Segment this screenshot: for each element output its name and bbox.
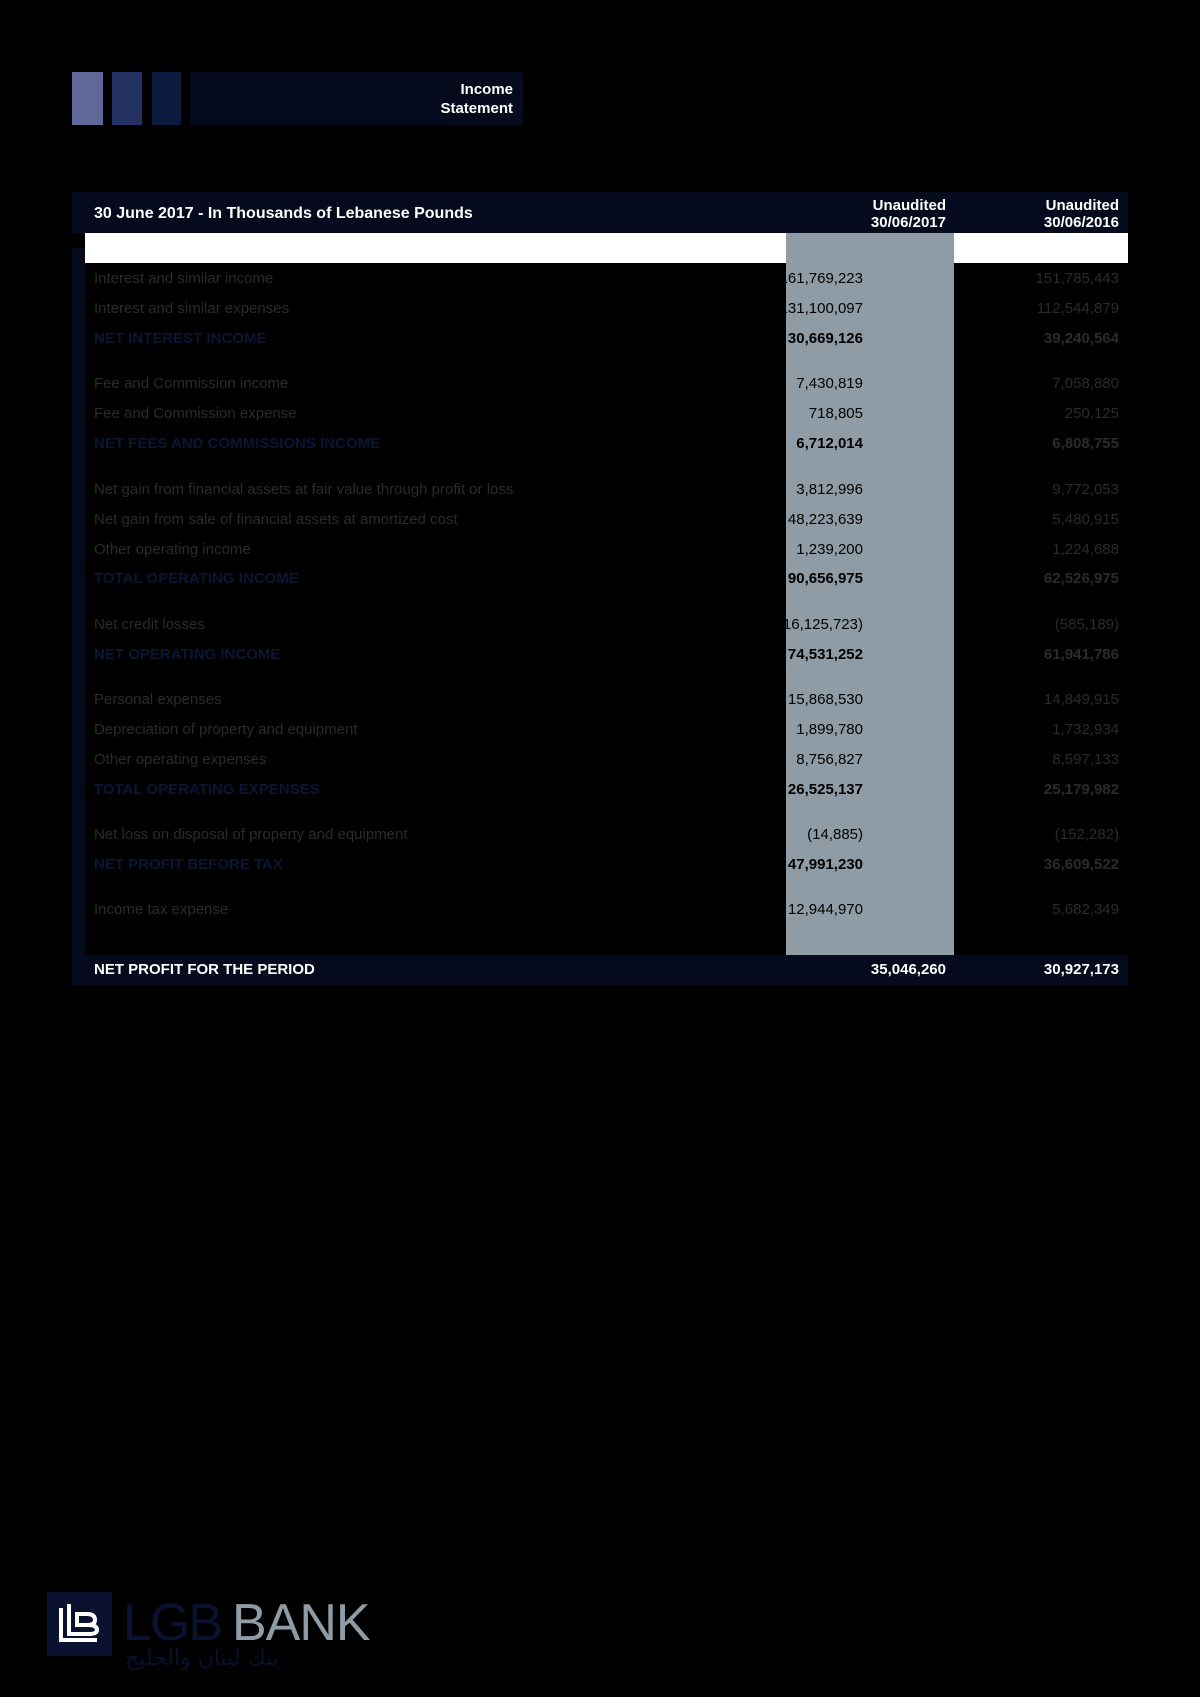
value-2017: 47,991,230	[787, 856, 863, 873]
page-title	[190, 72, 523, 125]
column-header-2017	[871, 197, 946, 231]
page-title-line1: Income	[460, 81, 513, 98]
subtotal-row	[94, 779, 1119, 801]
svg-text:BANK: BANK	[232, 1594, 370, 1652]
total-value-2017: 35,046,260	[870, 961, 946, 978]
row-label: Interest and similar income	[94, 270, 274, 287]
value-2016: 1,732,934	[1052, 721, 1119, 738]
subtotal-row	[94, 568, 1119, 590]
row-label: NET INTEREST INCOME	[94, 330, 267, 347]
row-label: TOTAL OPERATING INCOME	[94, 570, 299, 587]
value-2016: 36,609,522	[1043, 856, 1119, 873]
value-2017: 131,100,097	[779, 300, 863, 317]
table-row	[94, 539, 1119, 561]
value-2017: 90,656,975	[787, 570, 863, 587]
svg-text:بنك لبنان والخليج: بنك لبنان والخليج	[125, 1646, 279, 1670]
value-2016: 6,808,755	[1052, 435, 1119, 452]
table-header	[72, 192, 1128, 233]
table-row	[94, 899, 1119, 921]
row-label: Other operating income	[94, 541, 251, 558]
subtotal-row	[94, 433, 1119, 455]
table-row	[94, 689, 1119, 711]
subtotal-row	[94, 644, 1119, 666]
value-2017: 8,756,827	[796, 751, 863, 768]
value-2017: (14,885)	[807, 826, 863, 843]
value-2017: 30,669,126	[787, 330, 863, 347]
column-header-2016-line2: 30/06/2016	[1043, 214, 1119, 231]
subtotal-row	[94, 854, 1119, 876]
row-label: Depreciation of property and equipment	[94, 721, 358, 738]
row-label: Net loss on disposal of property and equipment	[94, 826, 408, 843]
page-title-line2: Statement	[440, 100, 513, 117]
value-2016: 151,785,443	[1035, 270, 1119, 287]
table-row	[94, 824, 1119, 846]
value-2016: 8,597,133	[1052, 751, 1119, 768]
title-square-light	[72, 72, 103, 125]
row-label: Fee and Commission income	[94, 375, 289, 392]
row-label: Income tax expense	[94, 901, 229, 918]
row-label: Fee and Commission expense	[94, 405, 297, 422]
table-side-bar	[72, 248, 85, 955]
row-label: NET OPERATING INCOME	[94, 646, 281, 663]
value-2016: 5,682,349	[1052, 901, 1119, 918]
column-header-2016	[1044, 197, 1119, 231]
row-label: Net credit losses	[94, 616, 205, 633]
column-header-2016-line1: Unaudited	[1045, 197, 1119, 214]
table-row	[94, 749, 1119, 771]
value-2017: 7,430,819	[796, 375, 863, 392]
value-2016: (152,282)	[1054, 826, 1119, 843]
table-row	[94, 298, 1119, 320]
value-2016: 7,058,880	[1052, 375, 1119, 392]
row-label: Net gain from financial assets at fair value through profit or loss	[94, 481, 514, 498]
value-2016: 62,526,975	[1043, 570, 1119, 587]
table-row	[94, 479, 1119, 501]
row-label: NET FEES AND COMMISSIONS INCOME	[94, 435, 381, 452]
table-row	[94, 509, 1119, 531]
title-square-medium	[112, 72, 142, 125]
row-label: NET PROFIT BEFORE TAX	[94, 856, 283, 873]
value-2017: 26,525,137	[787, 781, 863, 798]
value-2016: 61,941,786	[1043, 646, 1119, 663]
table-description: 30 June 2017 - In Thousands of Lebanese Pounds	[94, 205, 473, 222]
value-2016: 39,240,564	[1043, 330, 1119, 347]
value-2017: 12,944,970	[787, 901, 863, 918]
value-2017: 74,531,252	[787, 646, 863, 663]
header-separator	[85, 233, 1128, 263]
table-row	[94, 719, 1119, 741]
value-2016: 250,125	[1064, 405, 1119, 422]
table-row	[94, 614, 1119, 636]
svg-text:LGB: LGB	[123, 1594, 222, 1652]
row-label: TOTAL OPERATING EXPENSES	[94, 781, 320, 798]
value-2016: 5,480,915	[1052, 511, 1119, 528]
row-label: Net gain from sale of financial assets at amortized cost	[94, 511, 458, 528]
column-header-2017-line2: 30/06/2017	[870, 214, 946, 231]
title-square-dark	[152, 72, 181, 125]
value-2017: 718,805	[808, 405, 863, 422]
value-2017: 1,899,780	[796, 721, 863, 738]
value-2016: 112,544,879	[1036, 300, 1119, 317]
row-label: Other operating expenses	[94, 751, 267, 768]
value-2016: (585,189)	[1054, 616, 1119, 633]
lgb-bank-logo	[47, 1590, 382, 1670]
value-2017: 3,812,996	[796, 481, 863, 498]
value-2016: 14,849,915	[1043, 691, 1119, 708]
value-2017: 1,239,200	[796, 541, 863, 558]
net-profit-total-row	[72, 955, 1128, 985]
table-row	[94, 268, 1119, 290]
column-header-2017-line1: Unaudited	[872, 197, 946, 214]
value-2016: 9,772,053	[1052, 481, 1119, 498]
value-2017: 15,868,530	[787, 691, 863, 708]
value-2016: 1,224,688	[1052, 541, 1119, 558]
row-label: Personal expenses	[94, 691, 222, 708]
table-row	[94, 373, 1119, 395]
total-value-2016: 30,927,173	[1043, 961, 1119, 978]
value-2017: (16,125,723)	[777, 616, 863, 633]
value-2017: 6,712,014	[796, 435, 863, 452]
value-2017: 161,769,223	[779, 270, 863, 287]
total-label: NET PROFIT FOR THE PERIOD	[94, 961, 315, 978]
value-2016: 25,179,982	[1043, 781, 1119, 798]
table-row	[94, 403, 1119, 425]
subtotal-row	[94, 328, 1119, 350]
row-label: Interest and similar expenses	[94, 300, 290, 317]
value-2017: 48,223,639	[787, 511, 863, 528]
